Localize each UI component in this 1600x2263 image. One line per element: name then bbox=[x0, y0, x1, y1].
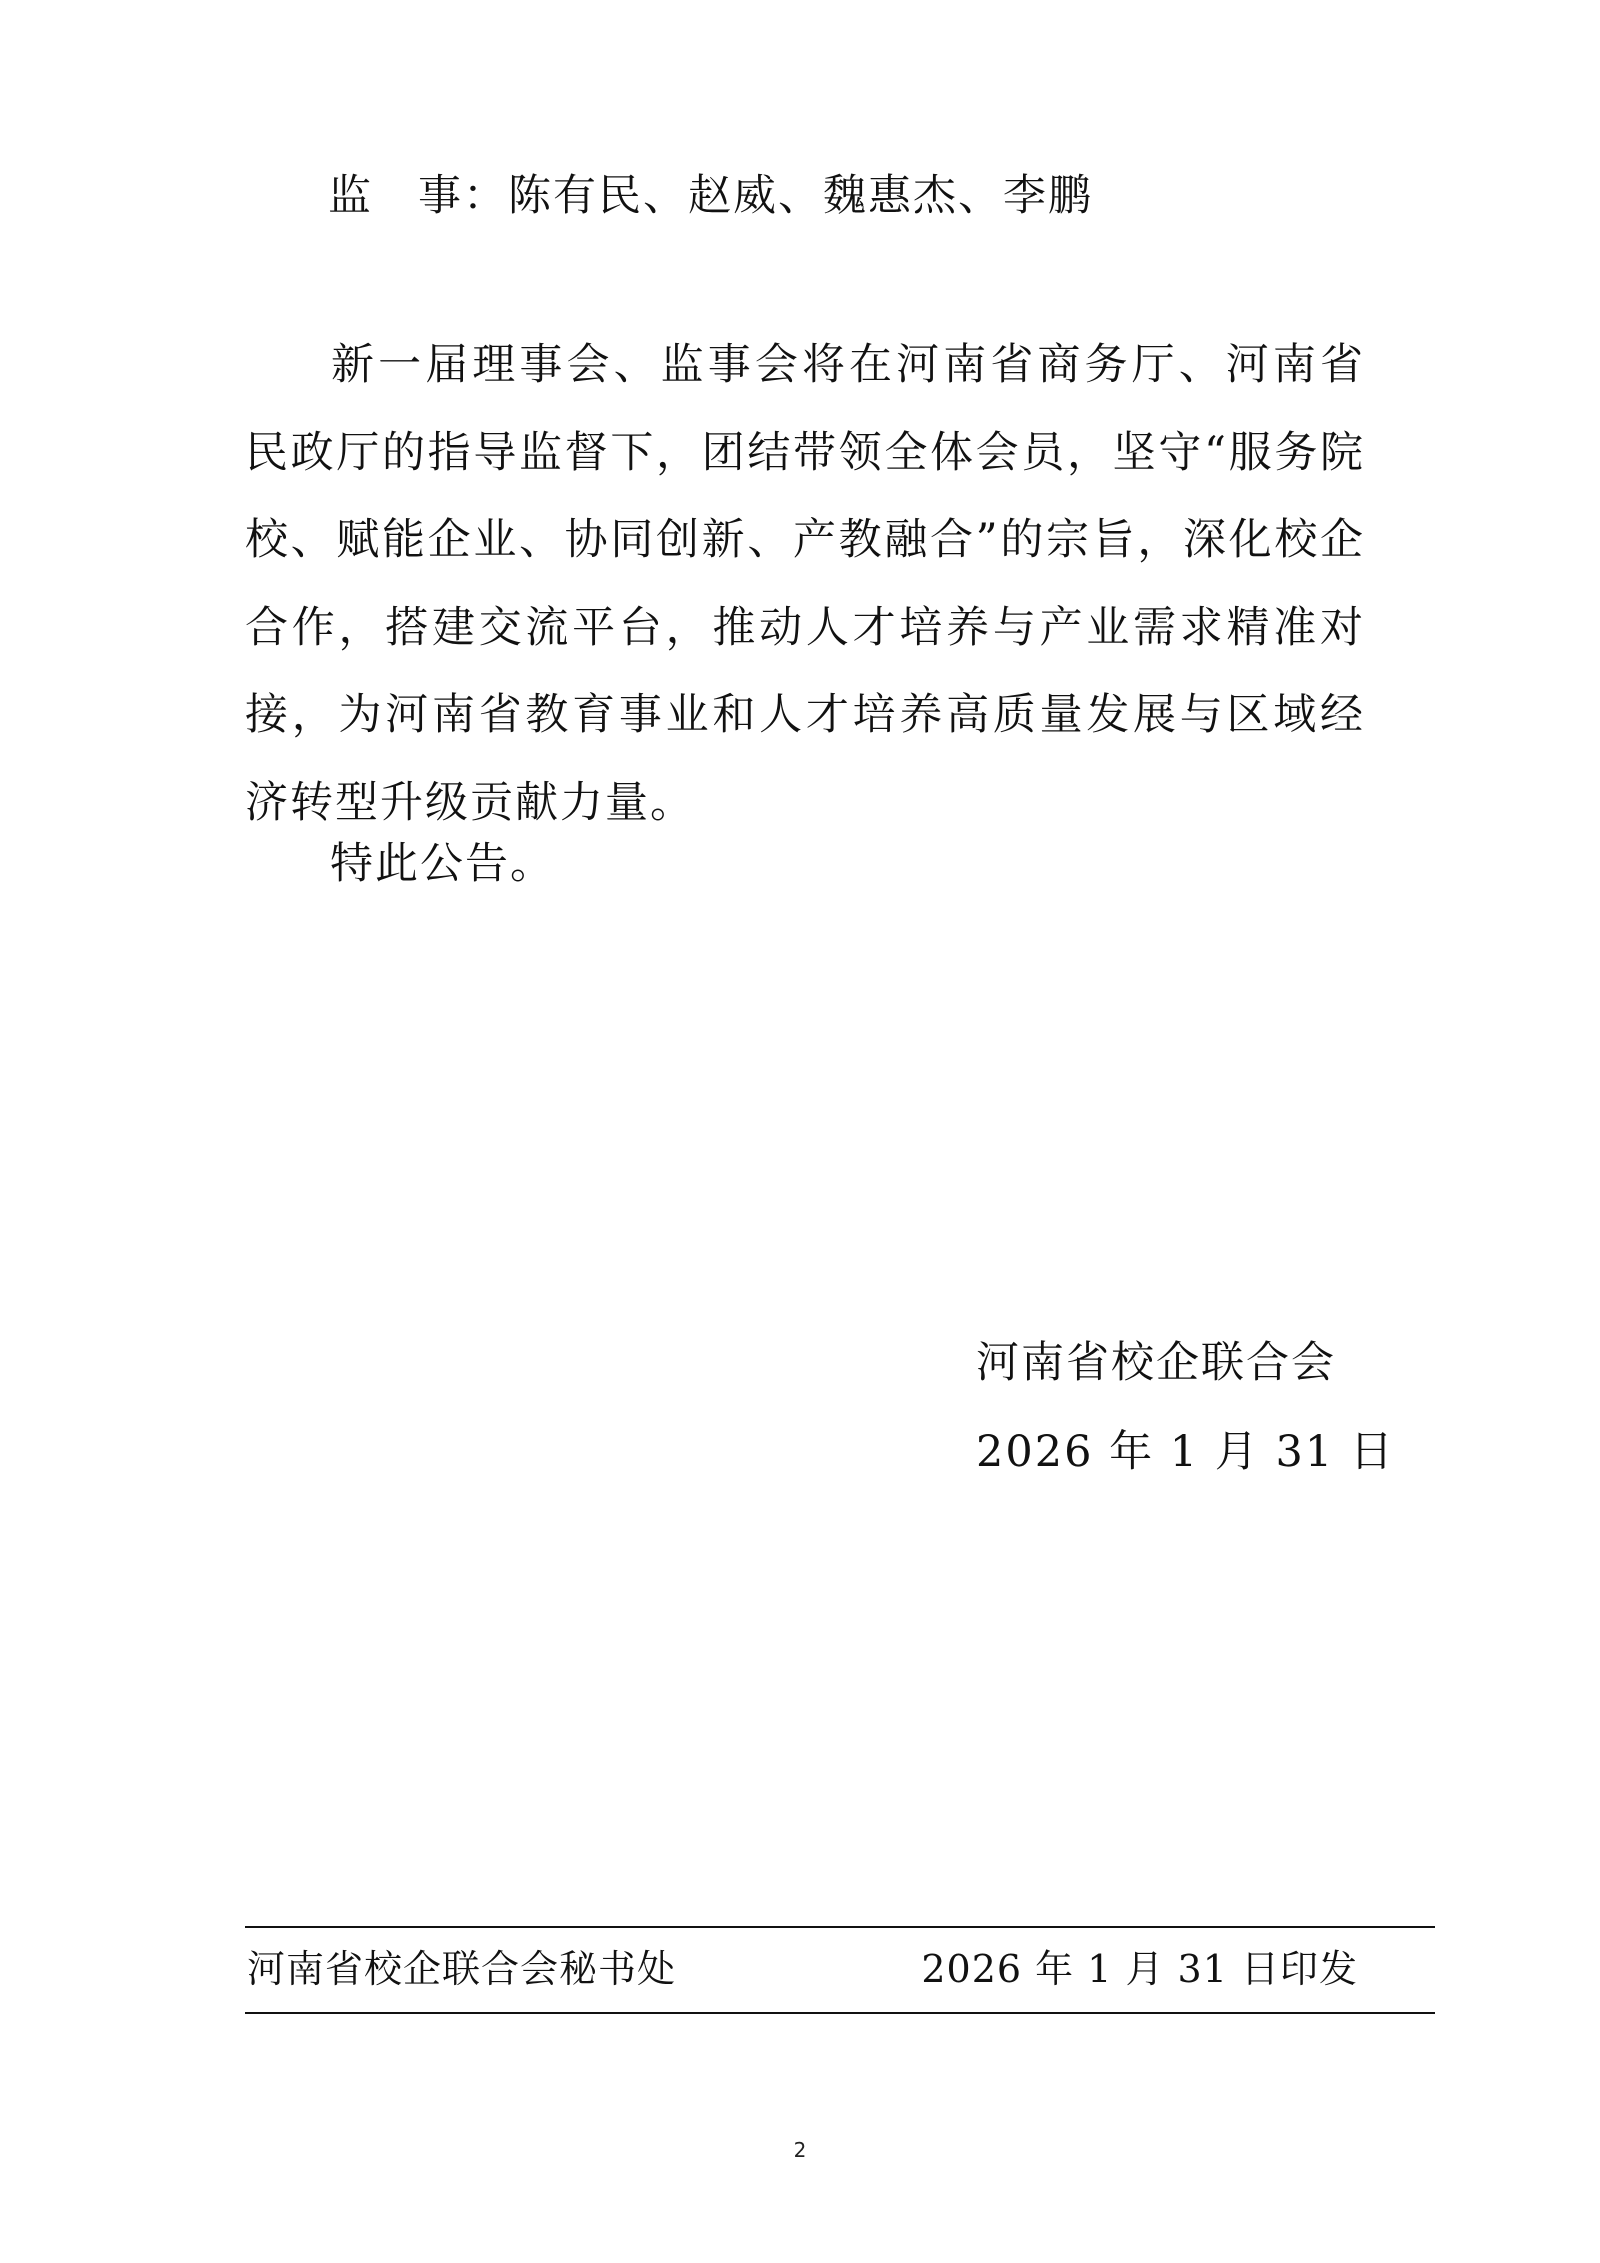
supervisors-line: 监 事：陈有民、赵威、魏惠杰、李鹏 bbox=[328, 171, 1093, 221]
closing-line: 特此公告。 bbox=[330, 839, 555, 889]
body-paragraph: 新一届理事会、监事会将在河南省商务厅、河南省民政厅的指导监督下，团结带领全体会员，坚守“服务院校、赋能企业、协同创新、产教融合”的宗旨，深化校企合作，搭建交流平台，推动人才培养与产业需求精准对接，为河南省教育事业和人才培养高质量发展与区域经济转型升级贡献力量。 bbox=[245, 340, 1365, 828]
footer-top-rule bbox=[245, 1926, 1435, 1928]
page-number: 2 bbox=[793, 2138, 807, 2162]
footer-issue-date: 2026 年 1 月 31 日印发 bbox=[921, 1947, 1358, 1991]
signature-organization: 河南省校企联合会 bbox=[976, 1338, 1336, 1388]
footer-issuer: 河南省校企联合会秘书处 bbox=[247, 1947, 677, 1991]
footer-bottom-rule bbox=[245, 2012, 1435, 2014]
signature-date: 2026 年 1 月 31 日 bbox=[976, 1427, 1395, 1477]
